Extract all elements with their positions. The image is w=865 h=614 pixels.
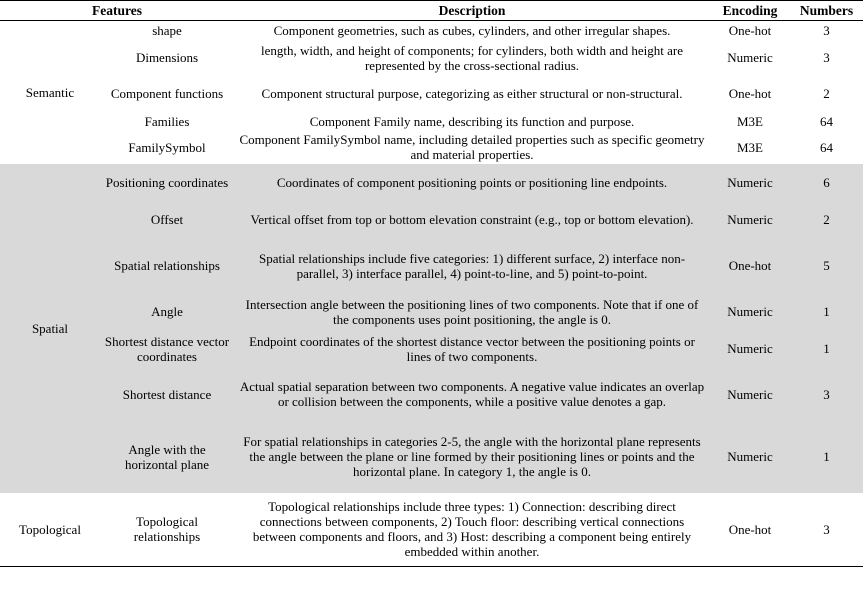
description-cell: Actual spatial separation between two components. A negative value indicates an overlap or collision between the components, while a positive value denotes a gap. — [234, 368, 710, 421]
number-cell: 3 — [790, 40, 863, 76]
number-cell: 3 — [790, 368, 863, 421]
numbers-header: Numbers — [790, 1, 863, 21]
table-row — [0, 131, 863, 164]
encoding-cell: Numeric — [710, 40, 790, 76]
description-cell: Coordinates of component positioning points or positioning line endpoints. — [234, 164, 710, 202]
encoding-cell: Numeric — [710, 202, 790, 238]
encoding-cell: One-hot — [710, 493, 790, 567]
group-label-semantic: Semantic — [0, 21, 100, 164]
encoding-header: Encoding — [710, 1, 790, 21]
feature-cell: Offset — [100, 202, 234, 238]
feature-cell: Angle — [100, 294, 234, 330]
feature-cell: Shortest distance — [100, 368, 234, 421]
description-cell: Component geometries, such as cubes, cylinders, and other irregular shapes. — [234, 21, 710, 40]
description-cell: For spatial relationships in categories 2-5, the angle with the horizontal plane represents the angle between the plane or line formed by their positioning lines or points and the horizontal plane. In category 1, the angle is 0. — [234, 421, 710, 493]
description-header: Description — [234, 1, 710, 21]
feature-cell: shape — [100, 21, 234, 40]
feature-cell: Component functions — [100, 76, 234, 112]
topological-group — [0, 493, 863, 567]
table-row — [0, 112, 863, 131]
feature-cell: Spatial relationships — [100, 238, 234, 294]
features-header: Features — [0, 1, 234, 21]
encoding-cell: One-hot — [710, 21, 790, 40]
encoding-cell: Numeric — [710, 421, 790, 493]
description-cell: Endpoint coordinates of the shortest distance vector between the positioning points or lines of two components. — [234, 330, 710, 368]
number-cell: 1 — [790, 421, 863, 493]
description-cell: Component FamilySymbol name, including detailed properties such as specific geometry and material properties. — [234, 131, 710, 164]
description-cell: length, width, and height of components; for cylinders, both width and height are represented by the cross-sectional radius. — [234, 40, 710, 76]
table-row — [0, 202, 863, 238]
encoding-cell: One-hot — [710, 238, 790, 294]
feature-cell: Positioning coordinates — [100, 164, 234, 202]
table-row — [0, 368, 863, 421]
feature-cell: Topological relationships — [100, 493, 234, 567]
encoding-cell: One-hot — [710, 76, 790, 112]
description-cell: Component Family name, describing its function and purpose. — [234, 112, 710, 131]
encoding-cell: Numeric — [710, 164, 790, 202]
encoding-cell: M3E — [710, 112, 790, 131]
header-row — [0, 1, 863, 21]
table-row — [0, 294, 863, 330]
number-cell: 1 — [790, 294, 863, 330]
number-cell: 2 — [790, 76, 863, 112]
feature-cell: Dimensions — [100, 40, 234, 76]
number-cell: 3 — [790, 493, 863, 567]
description-cell: Intersection angle between the positioning lines of two components. Note that if one of the components uses point positioning, the angle is 0. — [234, 294, 710, 330]
description-cell: Spatial relationships include five categories: 1) different surface, 2) interface non-parallel, 3) interface parallel, 4) point-to-line, and 5) point-to-point. — [234, 238, 710, 294]
number-cell: 5 — [790, 238, 863, 294]
number-cell: 6 — [790, 164, 863, 202]
encoding-cell: Numeric — [710, 330, 790, 368]
encoding-cell: M3E — [710, 131, 790, 164]
number-cell: 64 — [790, 112, 863, 131]
table-row — [0, 164, 863, 202]
number-cell: 2 — [790, 202, 863, 238]
description-cell: Topological relationships include three types: 1) Connection: describing direct connections between components, 2) Touch floor: describing vertical connections between components and floors, and 3) Host: describing a component being entirely embedded within another. — [234, 493, 710, 567]
number-cell: 64 — [790, 131, 863, 164]
feature-cell: FamilySymbol — [100, 131, 234, 164]
group-label-topological: Topological — [0, 493, 100, 567]
encoding-cell: Numeric — [710, 368, 790, 421]
table-row — [0, 76, 863, 112]
number-cell: 1 — [790, 330, 863, 368]
feature-cell: Angle with the horizontal plane — [100, 421, 234, 493]
table-row — [0, 493, 863, 567]
feature-cell: Families — [100, 112, 234, 131]
table-row — [0, 40, 863, 76]
description-cell: Component structural purpose, categorizing as either structural or non-structural. — [234, 76, 710, 112]
semantic-group — [0, 21, 863, 164]
feature-cell: Shortest distance vector coordinates — [100, 330, 234, 368]
table-row — [0, 330, 863, 368]
table-row — [0, 421, 863, 493]
encoding-cell: Numeric — [710, 294, 790, 330]
table-row — [0, 21, 863, 40]
table-row — [0, 238, 863, 294]
description-cell: Vertical offset from top or bottom elevation constraint (e.g., top or bottom elevation). — [234, 202, 710, 238]
group-label-spatial: Spatial — [0, 164, 100, 493]
number-cell: 3 — [790, 21, 863, 40]
spatial-group — [0, 164, 863, 493]
